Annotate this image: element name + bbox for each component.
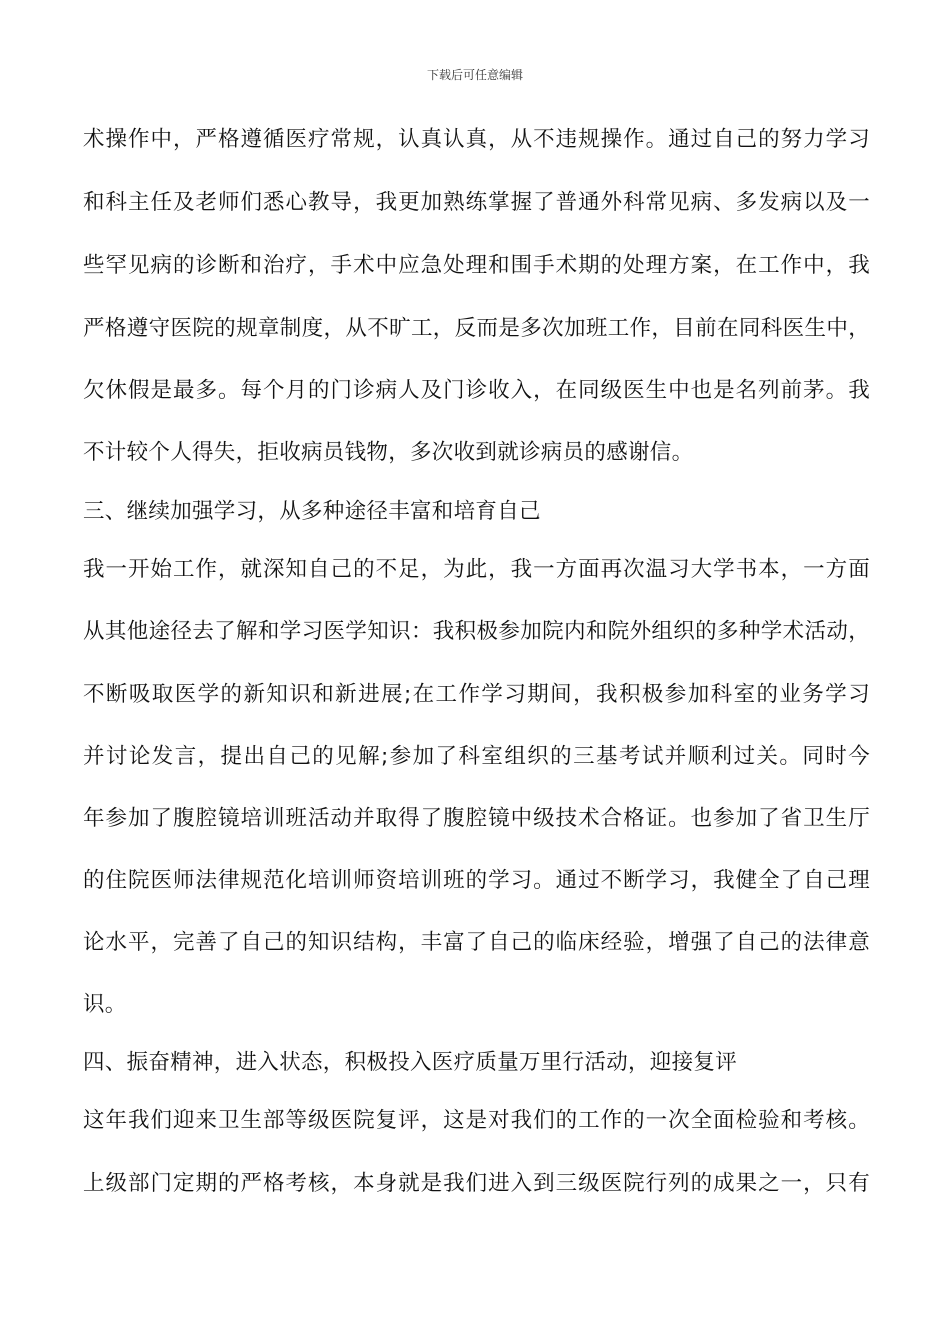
section-heading: 三、继续加强学习，从多种途径丰富和培育自己 <box>83 499 541 524</box>
paragraph-line: 严格遵守医院的规章制度，从不旷工，反而是多次加班工作，目前在同科医生中， <box>83 316 870 341</box>
paragraph-line: 术操作中，严格遵循医疗常规，认真认真，从不违规操作。通过自己的努力学习 <box>83 127 870 152</box>
paragraph-line: 不计较个人得失，拒收病员钱物，多次收到就诊病员的感谢信。 <box>83 440 694 465</box>
paragraph-line: 我一开始工作，就深知自己的不足，为此，我一方面再次温习大学书本，一方面 <box>83 557 870 582</box>
paragraph-line: 上级部门定期的严格考核，本身就是我们进入到三级医院行列的成果之一，只有 <box>83 1171 870 1196</box>
paragraph-line: 并讨论发言，提出自己的见解;参加了科室组织的三基考试并顺利过关。同时今 <box>83 744 870 769</box>
paragraph-line: 些罕见病的诊断和治疗，手术中应急处理和围手术期的处理方案，在工作中，我 <box>83 253 870 278</box>
paragraph-line: 论水平，完善了自己的知识结构，丰富了自己的临床经验，增强了自己的法律意 <box>83 930 870 955</box>
section-heading: 四、振奋精神，进入状态，积极投入医疗质量万里行活动，迎接复评 <box>83 1050 738 1075</box>
paragraph-line: 识。 <box>83 992 127 1017</box>
page-header: 下载后可任意编辑 <box>426 68 523 82</box>
paragraph-line: 的住院医师法律规范化培训师资培训班的学习。通过不断学习，我健全了自己理 <box>83 868 870 893</box>
paragraph-line: 年参加了腹腔镜培训班活动并取得了腹腔镜中级技术合格证。也参加了省卫生厅 <box>83 806 870 831</box>
paragraph-line: 从其他途径去了解和学习医学知识：我积极参加院内和院外组织的多种学术活动， <box>83 619 870 644</box>
paragraph-line: 不断吸取医学的新知识和新进展;在工作学习期间，我积极参加科室的业务学习 <box>83 682 870 707</box>
paragraph-line: 欠休假是最多。每个月的门诊病人及门诊收入，在同级医生中也是名列前茅。我 <box>83 378 870 403</box>
paragraph-line: 和科主任及老师们悉心教导，我更加熟练掌握了普通外科常见病、多发病以及一 <box>83 190 870 215</box>
paragraph-line: 这年我们迎来卫生部等级医院复评，这是对我们的工作的一次全面检验和考核。 <box>83 1108 870 1133</box>
